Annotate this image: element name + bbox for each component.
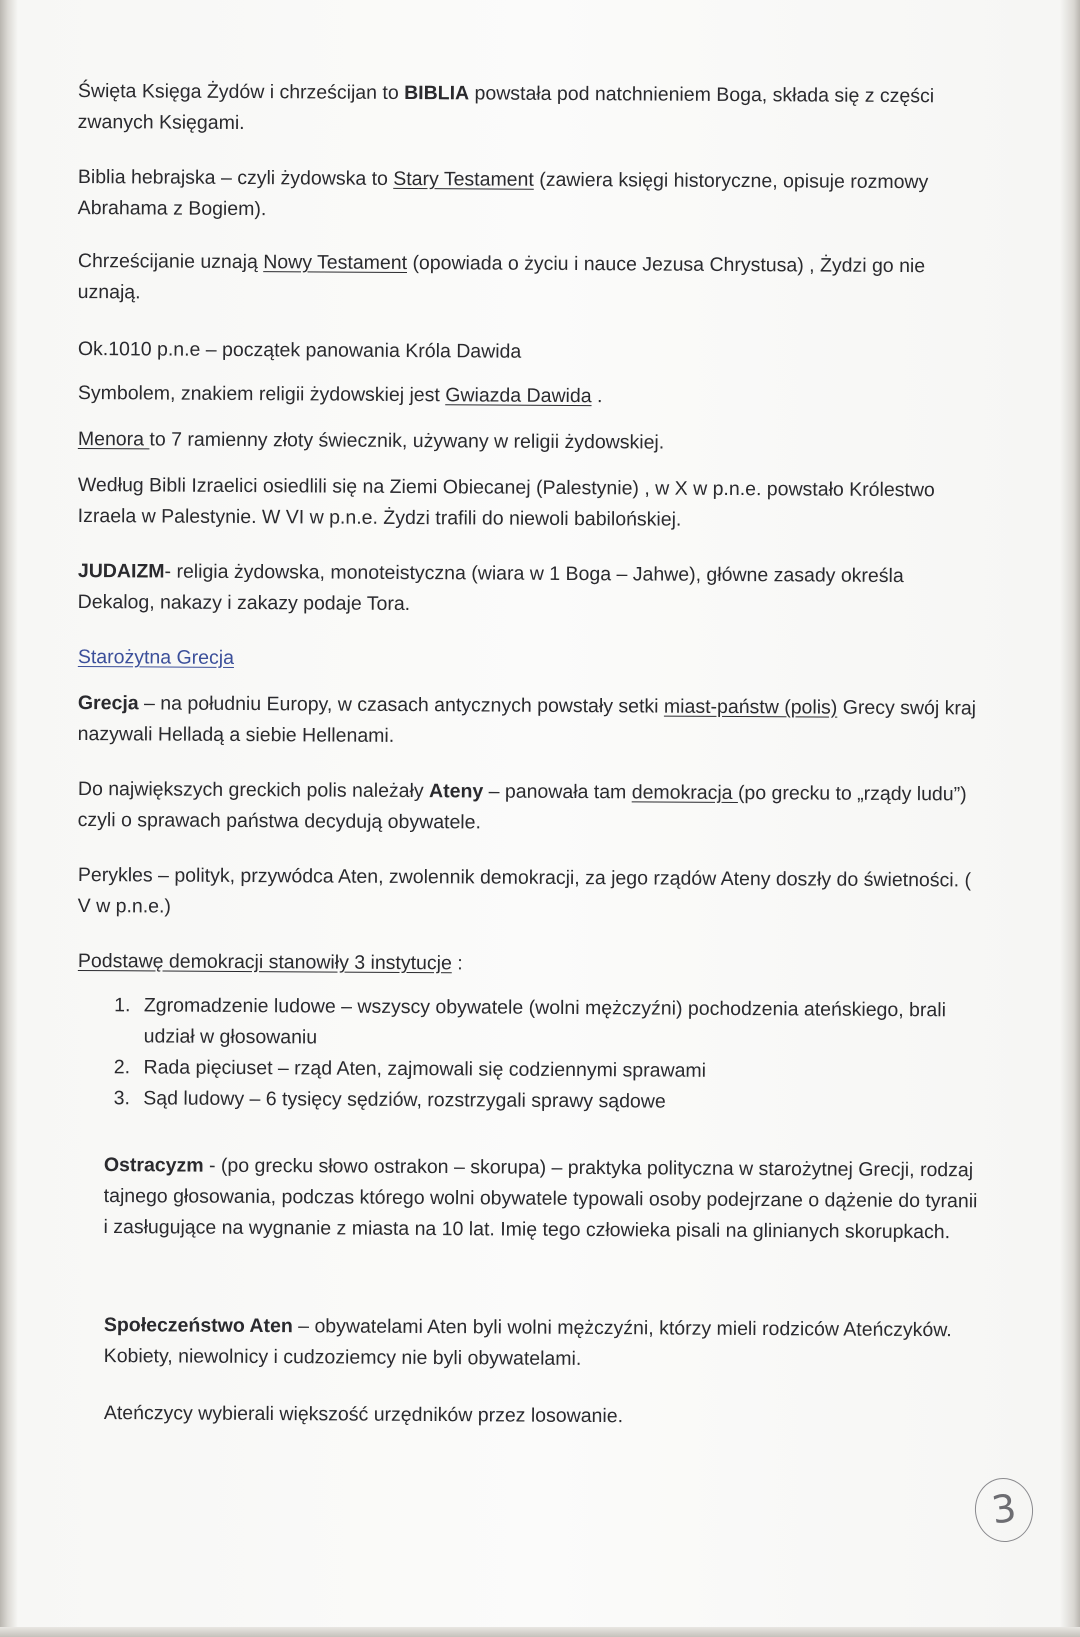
list-item: 2. Rada pięciuset – rząd Aten, zajmowali się codziennymi sprawami: [135, 1052, 982, 1088]
paragraph-judaizm: [78, 556, 983, 624]
text: - religia żydowska, monoteistyczna (wiara w 1 Boga – Jahwe), główne zasady określa Dekalog, nakazy i zakazy podaje Tora.: [77, 560, 904, 616]
paragraph-ostracyzm: [103, 1150, 984, 1248]
paragraph-perykles: [78, 860, 983, 928]
list-item: 1. Zgromadzenie ludowe – wszyscy obywatele (wolni mężczyźni) pochodzenia ateńskiego, brali udział w głosowaniu: [136, 990, 983, 1057]
text: – obywatelami Aten byli wolni mężczyźni, którzy mieli rodziców Ateńczyków. Kobiety, niewolnicy i cudzoziemcy nie byli obywatelami.: [103, 1315, 952, 1370]
text: (zawiera księgi historyczne, opisuje rozmowy Abrahama z Bogiem).: [77, 168, 929, 221]
text: to 7 ramienny złoty świecznik, używany w religii żydowskiej.: [149, 428, 665, 454]
underlined-term: Menora: [77, 427, 150, 451]
bold-term: Grecja: [77, 691, 139, 715]
paragraph-gwiazda: [78, 378, 983, 415]
bold-term: Ostracyzm: [103, 1153, 204, 1177]
paragraph-grecja: [78, 688, 983, 756]
text: Ok.1010 p.n.e – początek panowania Króla Dawida: [77, 337, 522, 363]
text: (opowiada o życiu i nauce Jezusa Chrystusa) , Żydzi go nie uznają.: [77, 252, 926, 304]
text: Święta Księga Żydów i chrześcijan to: [77, 79, 405, 104]
text: .: [591, 385, 603, 408]
paragraph-izraelici: [78, 470, 983, 538]
text: powstała pod natchnieniem Boga, składa się z części zwanych Księgami.: [77, 82, 935, 135]
text: (po grecku to „rządy ludu”) czyli o sprawach państwa decydują obywatele.: [77, 782, 967, 834]
text: – panowała tam: [483, 780, 632, 804]
text: Symbolem, znakiem religii żydowskiej jest: [77, 381, 446, 407]
text: – na południu Europy, w czasach antycznych powstały setki: [138, 692, 665, 718]
text: Ateńczycy wybierali większość urzędników przez losowanie.: [103, 1401, 624, 1428]
text: Chrześcijanie uznają: [77, 249, 264, 274]
text: Perykles – polityk, przywódca Aten, zwolennik demokracji, za jego rządów Ateny doszły do świetności. ( V w p.n.e.): [77, 863, 972, 918]
paragraph-biblia-hebrajska: [78, 162, 983, 230]
bold-term: Ateny: [428, 780, 484, 803]
paragraph-menora: [78, 424, 983, 461]
paragraph-ateny: [78, 774, 983, 842]
underlined-term: Podstawę demokracji stanowiły 3 instytucje: [77, 949, 452, 975]
underlined-term: Stary Testament: [393, 167, 534, 191]
institutions-list: [77, 990, 983, 1120]
text: - (po grecku słowo ostrakon – skorupa) – praktyka polityczna w starożytnej Grecji, rodzaj tajnego głosowania, podczas którego wolni obywatele typowali osoby podejrzane o dążenie do tyranii i zasługujące na wygnanie z miasta na 10 lat. Imię tego człowieka pisali na glinianych skorupkach.: [103, 1154, 978, 1244]
paragraph-nowy-testament: [78, 246, 983, 314]
section-heading: [78, 642, 983, 679]
underlined-term: demokracja: [631, 781, 739, 805]
list-item: 3. Sąd ludowy – 6 tysięcy sędziów, rozstrzygali sprawy sądowe: [135, 1083, 982, 1119]
text: Do największych greckich polis należały: [77, 777, 430, 803]
paragraph-spoleczenstwo: [104, 1310, 984, 1377]
paragraph-instytucje: [78, 946, 983, 983]
paper-edge: [0, 1627, 1080, 1637]
paragraph-losowanie: [104, 1398, 984, 1434]
text: :: [451, 952, 463, 975]
paragraph-biblia: [78, 76, 983, 144]
page-number-circle: 3: [971, 1474, 1037, 1545]
bold-term: Społeczeństwo Aten: [103, 1313, 293, 1338]
underlined-term: Nowy Testament: [263, 251, 408, 275]
underlined-term: Gwiazda Dawida: [445, 384, 592, 408]
bold-term: BIBLIA: [404, 81, 470, 105]
text: Grecy swój kraj nazywali Helladą a siebie Hellenami.: [77, 696, 977, 747]
paragraph-dawid: [78, 334, 983, 371]
text: Według Bibli Izraelici osiedlili się na Ziemi Obiecanej (Palestynie) , w X w p.n.e. powstało Królestwo Izraela w Palestynie. W VI w p.n.e. Żydzi trafili do niewoli babilońskiej.: [77, 473, 935, 531]
text: Biblia hebrajska – czyli żydowska to: [77, 165, 394, 190]
underlined-term: miast-państw (polis): [663, 695, 838, 719]
heading-text: Starożytna Grecja: [77, 645, 235, 669]
bold-term: JUDAIZM: [77, 559, 165, 583]
